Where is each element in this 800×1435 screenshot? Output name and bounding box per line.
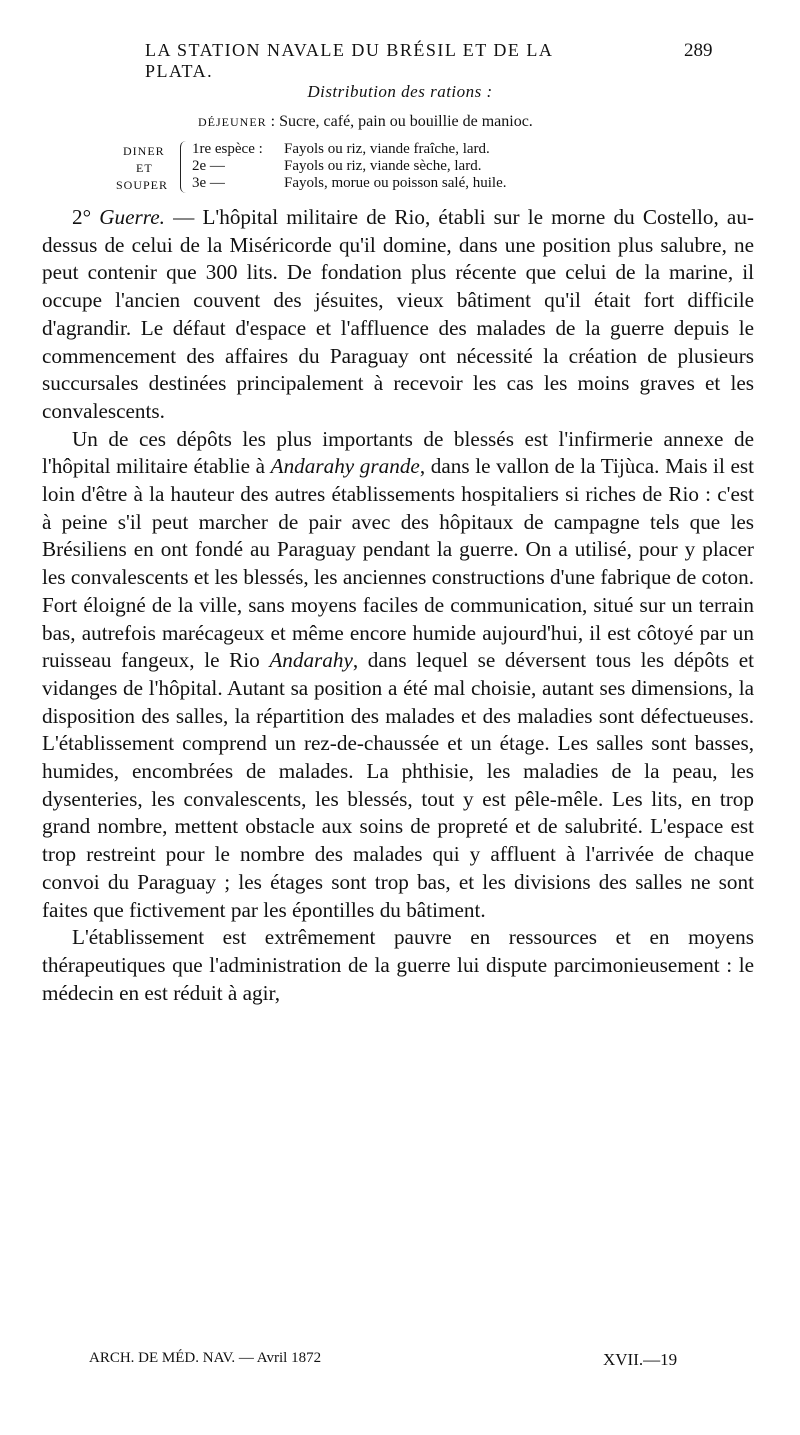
footer-source: ARCH. DE MÉD. NAV. — Avril 1872 xyxy=(89,1350,322,1366)
breakfast-line xyxy=(198,113,533,131)
place-name: Andarahy grande xyxy=(270,454,420,479)
rations-title: Distribution des rations : xyxy=(307,82,493,101)
page-number: 289 xyxy=(684,40,713,61)
paragraph-text: L'établissement est extrêmement pauvre en ressources et en moyens thérapeutiques que l'administration de la guerre lui dispute parcimonieusement : le médecin en est réduit à agir, xyxy=(42,925,754,1005)
paragraph-war xyxy=(42,204,754,426)
breakfast-text: : Sucre, café, pain ou bouillie de manioc. xyxy=(270,113,533,130)
ration-items: Fayols, morue ou poisson salé, huile. xyxy=(284,175,507,191)
breakfast-label: DÉJEUNER xyxy=(198,115,267,129)
ration-row xyxy=(192,175,506,192)
river-name: Andarahy xyxy=(269,648,353,673)
section-number: 2° xyxy=(72,205,100,229)
section-title: Guerre. xyxy=(99,205,165,229)
footer-signature: XVII.—19 xyxy=(603,1350,678,1369)
paragraph-andarahy xyxy=(42,426,754,925)
ration-class: 2e — xyxy=(192,158,225,174)
body-text xyxy=(42,204,754,1007)
and-label: ET xyxy=(136,161,153,175)
paragraph-text: , dans le vallon de la Tijùca. Mais il est loin d'être à la hauteur des autres établissements hospitaliers si riches de Rio : c'est à peine s'il peut marcher de pair avec des hôpitaux de campagne tels que les Brésiliens en ont fondé au Paraguay pendant la guerre. On a utilisé, pour y placer les convalescents et les blessés, les anciennes constructions d'une fabrique de coton. Fort éloigné de la ville, sans moyens faciles de communication, situé sur un terrain bas, autrefois marécageux et même encore humide aujourd'hui, il est côtoyé par un ruisseau fangeux, le Rio xyxy=(42,454,754,673)
ration-row xyxy=(192,141,490,158)
paragraph-text: , dans lequel se déversent tous les dépôts et vidanges de l'hôpital. Autant sa position a été mal choisie, autant ses dimensions, la disposition des salles, la répartition des malades et des maladies sont défectueuses. L'établissement comprend un rez-de-chaussée et un étage. Les salles sont basses, humides, encombrées de malades. La phthisie, les maladies de la peau, les dysenteries, les convalescents, les blessés, tout y est pêle-mêle. Les lits, en trop grand nombre, mettent obstacle aux soins de propreté et de salubrité. L'espace est trop restreint pour le nombre des malades qui y affluent à l'arrivée de chaque convoi du Paraguay ; les étages sont trop bas, et les divisions des salles ne sont faites que fictivement par les épontilles du bâtiment. xyxy=(42,648,754,922)
brace xyxy=(180,141,191,193)
running-head: LA STATION NAVALE DU BRÉSIL ET DE LA PLATA. xyxy=(145,40,553,81)
ration-row xyxy=(192,158,481,175)
dinner-label: DINER xyxy=(123,144,165,158)
supper-label: SOUPER xyxy=(116,178,169,192)
paragraph-text: — L'hôpital militaire de Rio, établi sur le morne du Costello, au-dessus de celui de la Miséricorde qu'il domine, dans une position plus salubre, ne peut contenir que 300 lits. De fondation plus récente que celui de la marine, il occupe l'ancien couvent des jésuites, vieux bâtiment qu'il était fort difficile d'agrandir. Le défaut d'espace et l'affluence des malades de la guerre depuis le commencement des affaires du Paraguay ont nécessité la création de plusieurs succursales destinées principalement à recevoir les cas les moins graves et les convalescents. xyxy=(42,205,754,423)
ration-items: Fayols ou riz, viande sèche, lard. xyxy=(284,158,482,174)
paragraph-resources xyxy=(42,924,754,1007)
ration-class: 3e — xyxy=(192,175,225,191)
paragraph-text: Un de ces dépôts les plus importants de blessés est l'infirmerie annexe de l'hôpital militaire établie à xyxy=(42,426,754,479)
ration-class: 1re espèce : xyxy=(192,141,263,157)
ration-items: Fayols ou riz, viande fraîche, lard. xyxy=(284,141,490,157)
